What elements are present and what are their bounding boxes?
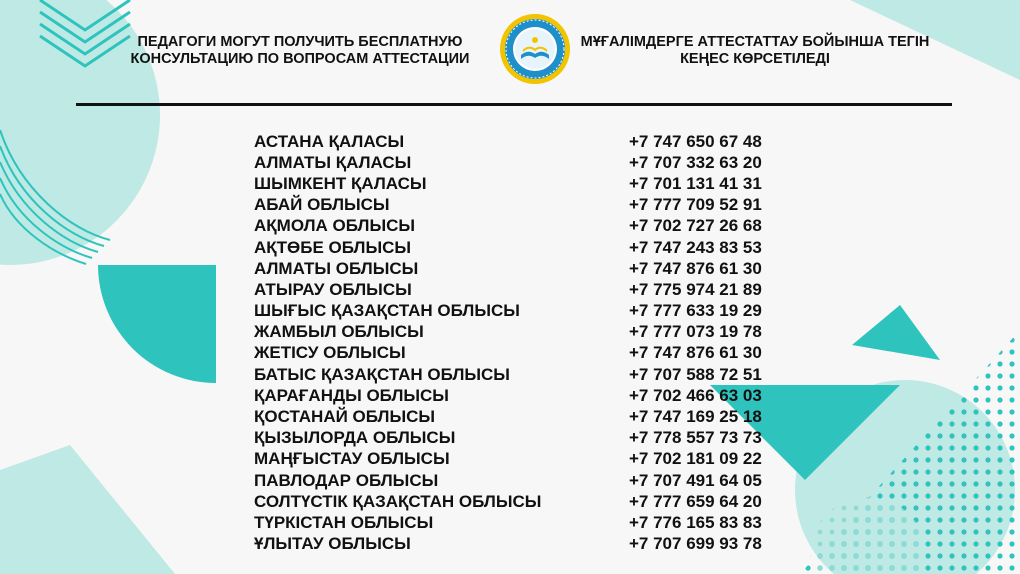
region-name: ҰЛЫТАУ ОБЛЫСЫ [254, 534, 411, 554]
region-name: АҚМОЛА ОБЛЫСЫ [254, 216, 416, 236]
contact-row [254, 449, 794, 470]
phone-number[interactable]: +7 747 650 67 48 [629, 131, 762, 151]
phone-number[interactable]: +7 707 588 72 51 [629, 364, 762, 384]
region-name: АЛМАТЫ ОБЛЫСЫ [254, 258, 419, 278]
deco-half-circle [98, 265, 216, 383]
contact-row [254, 512, 794, 533]
phone-number[interactable]: +7 702 181 09 22 [629, 449, 762, 469]
phone-number[interactable]: +7 778 557 73 73 [629, 428, 762, 448]
region-name: ҚОСТАНАЙ ОБЛЫСЫ [254, 407, 436, 427]
phone-number[interactable]: +7 702 466 63 03 [629, 385, 762, 405]
region-name: МАҢҒЫСТАУ ОБЛЫСЫ [254, 449, 450, 469]
deco-triangle-right [852, 305, 940, 360]
phone-number[interactable]: +7 777 659 64 20 [629, 491, 762, 511]
region-name: ПАВЛОДАР ОБЛЫСЫ [254, 470, 439, 490]
region-name: БАТЫС ҚАЗАҚСТАН ОБЛЫСЫ [254, 364, 510, 384]
contact-row [254, 152, 794, 173]
contact-row [254, 173, 794, 194]
phone-number[interactable]: +7 701 131 41 31 [629, 173, 762, 193]
contact-row [254, 343, 794, 364]
header-text-kazakh: МҰҒАЛІМДЕРГЕ АТТЕСТАТТАУ БОЙЫНША ТЕГІН КЕҢЕС КӨРСЕТІЛЕДІ [580, 34, 930, 67]
contact-row [254, 385, 794, 406]
region-name: АҚТӨБЕ ОБЛЫСЫ [254, 237, 412, 257]
phone-number[interactable]: +7 747 169 25 18 [629, 407, 762, 427]
header-divider [76, 103, 952, 106]
contact-row [254, 131, 794, 152]
phone-number[interactable]: +7 775 974 21 89 [629, 279, 762, 299]
region-name: ШЫҒЫС ҚАЗАҚСТАН ОБЛЫСЫ [254, 301, 520, 321]
phone-number[interactable]: +7 777 709 52 91 [629, 195, 762, 215]
header-text-russian: ПЕДАГОГИ МОГУТ ПОЛУЧИТЬ БЕСПЛАТНУЮ КОНСУЛЬТАЦИЮ ПО ВОПРОСАМ АТТЕСТАЦИИ [130, 34, 470, 67]
region-name: ҚАРАҒАНДЫ ОБЛЫСЫ [254, 385, 449, 405]
phone-number[interactable]: +7 747 243 83 53 [629, 237, 762, 257]
phone-number[interactable]: +7 707 491 64 05 [629, 470, 762, 490]
region-name: АСТАНА ҚАЛАСЫ [254, 131, 405, 151]
contact-list [254, 131, 794, 555]
region-name: АТЫРАУ ОБЛЫСЫ [254, 279, 412, 299]
phone-number[interactable]: +7 776 165 83 83 [629, 512, 762, 532]
phone-number[interactable]: +7 747 876 61 30 [629, 343, 762, 363]
phone-number[interactable]: +7 702 727 26 68 [629, 216, 762, 236]
phone-number[interactable]: +7 707 332 63 20 [629, 152, 762, 172]
phone-number[interactable]: +7 777 633 19 29 [629, 301, 762, 321]
region-name: ЖЕТІСУ ОБЛЫСЫ [254, 343, 406, 363]
contact-row [254, 237, 794, 258]
header [0, 0, 1020, 100]
phone-number[interactable]: +7 777 073 19 78 [629, 322, 762, 342]
phone-number[interactable]: +7 707 699 93 78 [629, 534, 762, 554]
contact-row [254, 301, 794, 322]
contact-row [254, 534, 794, 555]
region-name: ТҮРКІСТАН ОБЛЫСЫ [254, 512, 434, 532]
contact-row [254, 322, 794, 343]
region-name: АЛМАТЫ ҚАЛАСЫ [254, 152, 412, 172]
contact-row [254, 216, 794, 237]
contact-row [254, 470, 794, 491]
deco-triangle-bottom-left [0, 445, 175, 574]
contact-row [254, 364, 794, 385]
phone-number[interactable]: +7 747 876 61 30 [629, 258, 762, 278]
contact-row [254, 279, 794, 300]
region-name: ЖАМБЫЛ ОБЛЫСЫ [254, 322, 424, 342]
contact-row [254, 406, 794, 427]
contact-row [254, 428, 794, 449]
region-name: ҚЫЗЫЛОРДА ОБЛЫСЫ [254, 428, 456, 448]
emblem-logo [499, 13, 571, 85]
contact-row [254, 491, 794, 512]
contact-row [254, 258, 794, 279]
region-name: ШЫМКЕНТ ҚАЛАСЫ [254, 173, 427, 193]
contact-row [254, 195, 794, 216]
region-name: СОЛТҮСТІК ҚАЗАҚСТАН ОБЛЫСЫ [254, 491, 542, 511]
region-name: АБАЙ ОБЛЫСЫ [254, 195, 390, 215]
